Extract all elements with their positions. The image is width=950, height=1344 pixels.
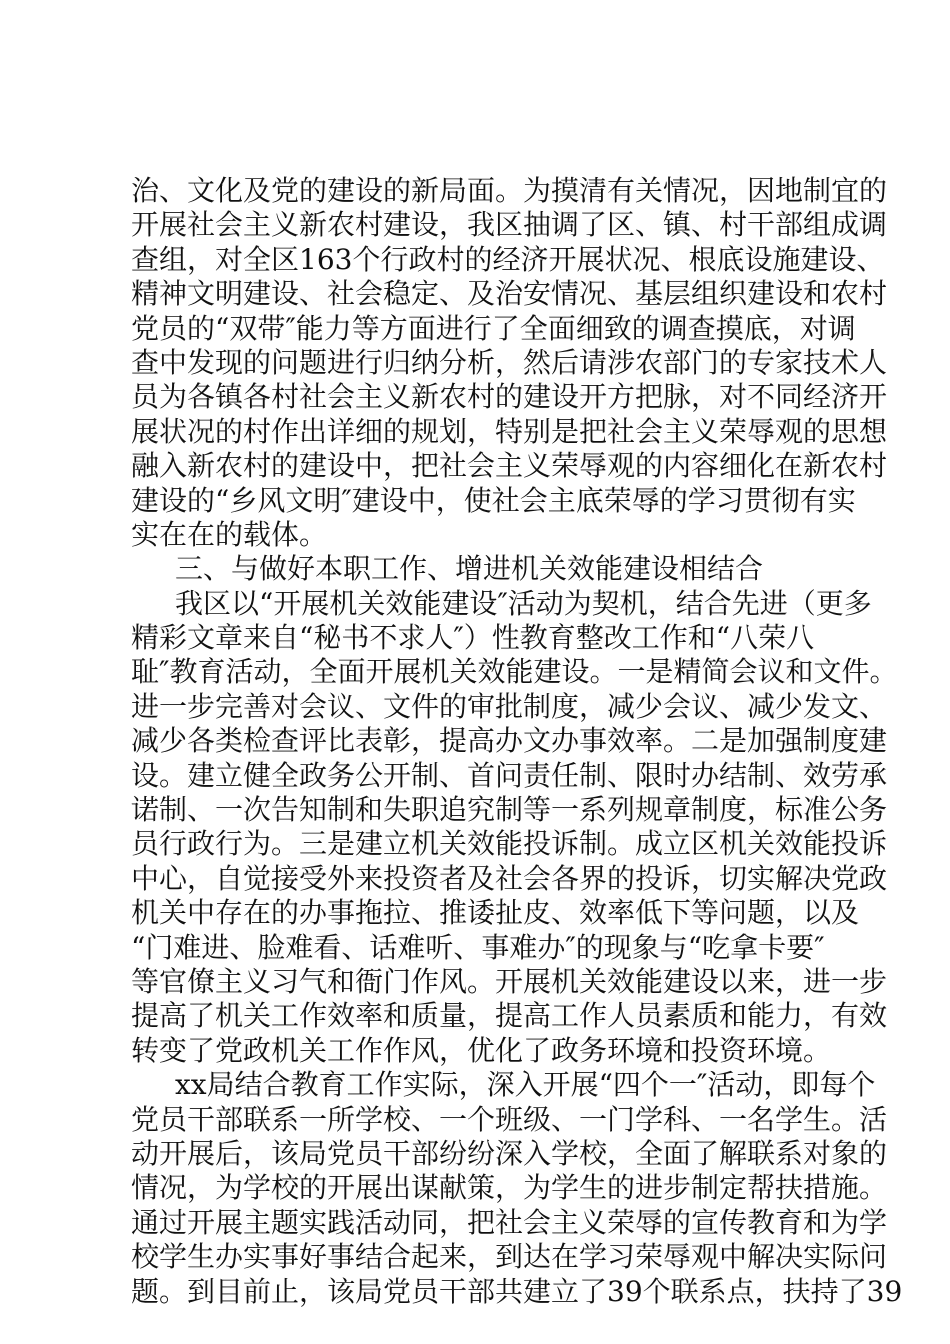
text-line: “门难进、脸难看、话难听、事难办″的现象与“吃拿卡要″: [131, 930, 825, 964]
text-line: 情况，为学校的开展出谋献策，为学生的进步制定帮扶措施。: [131, 1171, 888, 1205]
text-line: 精神文明建设、社会稳定、及治安情况、基层组织建设和农村: [131, 277, 888, 311]
text-line: 校学生办实事好事结合起来，到达在学习荣辱观中解决实际问: [131, 1240, 888, 1274]
text-line: 诺制、一次告知制和失职追究制等一系列规章制度，标准公务: [131, 793, 888, 827]
text-line: 进一步完善对会议、文件的审批制度，减少会议、减少发文、: [131, 689, 888, 723]
text-line: 精彩文章来自“秘书不求人″）性教育整改工作和“八荣八: [131, 621, 815, 655]
text-line: 治、文化及党的建设的新局面。为摸清有关情况，因地制宜的: [131, 174, 888, 207]
text-line: 机关中存在的办事拖拉、推诿扯皮、效率低下等问题，以及: [131, 896, 860, 930]
document-body: [131, 174, 903, 1309]
text-line: 提高了机关工作效率和质量，提高工作人员素质和能力，有效: [131, 999, 888, 1033]
text-line: 题。到目前止，该局党员干部共建立了39个联系点，扶持了39: [131, 1274, 903, 1308]
text-line: 员行政行为。三是建立机关效能投诉制。成立区机关效能投诉: [131, 827, 888, 861]
text-line: xx局结合教育工作实际，深入开展“四个一″活动，即每个: [175, 1068, 876, 1102]
text-line: 动开展后，该局党员干部纷纷深入学校，全面了解联系对象的: [131, 1136, 888, 1170]
text-line: 建设的“乡风文明″建设中，使社会主底荣辱的学习贯彻有实: [131, 483, 856, 517]
text-line: 耻″教育活动，全面开展机关效能建设。一是精简会议和文件。: [131, 655, 898, 689]
text-line: 等官僚主义习气和衙门作风。开展机关效能建设以来，进一步: [131, 964, 888, 998]
text-line: 实在在的载体。: [131, 517, 328, 551]
text-line: 查中发现的问题进行归纳分析，然后请涉农部门的专家技术人: [131, 345, 888, 379]
text-line: 通过开展主题实践活动同，把社会主义荣辱的宣传教育和为学: [131, 1205, 888, 1239]
text-line: 减少各类检查评比表彰，提高办文办事效率。二是加强制度建: [131, 724, 888, 758]
text-line: 党员干部联系一所学校、一个班级、一门学科、一名学生。活: [131, 1102, 888, 1136]
text-line: 我区以“开展机关效能建设″活动为契机，结合先进（更多: [175, 586, 872, 620]
text-line: 展状况的村作出详细的规划，特别是把社会主义荣辱观的思想: [131, 414, 888, 448]
text-line: 开展社会主义新农村建设，我区抽调了区、镇、村干部组成调: [131, 208, 888, 242]
section-heading: 三、与做好本职工作、增进机关效能建设相结合: [175, 552, 764, 586]
text-line: 转变了党政机关工作作风，优化了政务环境和投资环境。: [131, 1033, 832, 1067]
text-line: 设。建立健全政务公开制、首问责任制、限时办结制、效劳承: [131, 758, 888, 792]
text-line: 党员的“双带″能力等方面进行了全面细致的调查摸底，对调: [131, 311, 856, 345]
text-line: 查组，对全区163个行政村的经济开展状况、根底设施建设、: [131, 242, 885, 276]
text-line: 融入新农村的建设中，把社会主义荣辱观的内容细化在新农村: [131, 449, 888, 483]
text-line: 员为各镇各村社会主义新农村的建设开方把脉，对不同经济开: [131, 380, 888, 414]
text-line: 中心，自觉接受外来投资者及社会各界的投诉，切实解决党政: [131, 861, 888, 895]
